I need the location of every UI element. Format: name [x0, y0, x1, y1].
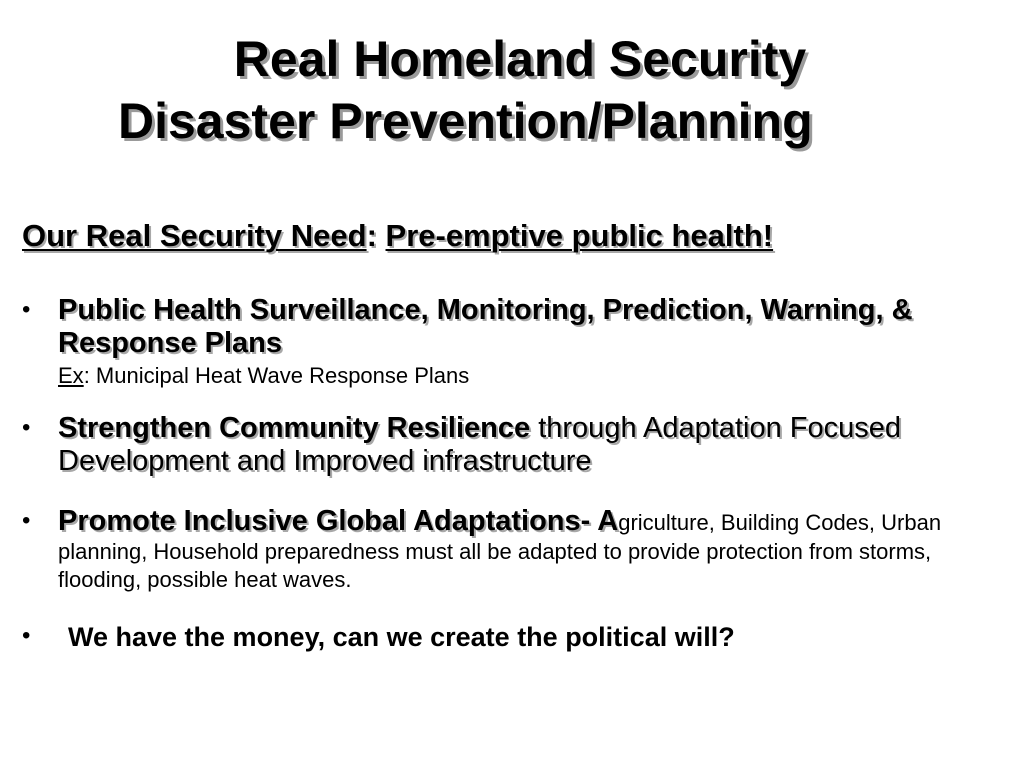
bullet-marker: •	[22, 414, 31, 441]
bullet-text: through Adaptation Focused Development and Improved infrastructure	[58, 412, 901, 477]
bullet-marker: •	[22, 507, 31, 534]
bullet-heading: Strengthen Community Resilience	[58, 412, 531, 444]
example-label: Ex	[58, 363, 84, 388]
title-line-1: Real Homeland Security	[233, 31, 807, 87]
bullet-body	[58, 505, 998, 594]
bullet-marker: •	[22, 622, 31, 649]
heading-part-2: Prediction, Warning, & Response Plans	[58, 294, 913, 359]
bullet-example	[58, 362, 998, 390]
bullet-body	[58, 412, 998, 478]
bullet-heading	[58, 294, 913, 359]
bullet-body: We have the money, can we create the political will?	[68, 622, 735, 652]
heading-separator: ,	[586, 294, 603, 326]
title-line-2: Disaster Prevention/Planning	[118, 93, 813, 149]
bullet-text: griculture, Building Codes, Urban planning, Household preparedness must all be adapted to provide protection from storms, flooding, possible heat waves.	[58, 510, 942, 592]
subtitle-separator: :	[366, 218, 386, 253]
need-value: Pre-emptive public health!	[385, 218, 774, 253]
subtitle	[22, 216, 773, 256]
slide-title	[0, 28, 1024, 152]
heading-part-1: Public Health Surveillance, Monitoring	[58, 294, 587, 326]
example-text: : Municipal Heat Wave Response Plans	[83, 363, 470, 388]
need-label: Our Real Security Need	[22, 218, 367, 253]
bullet-heading: Promote Inclusive Global Adaptations- A	[58, 505, 619, 537]
bullet-body	[58, 294, 998, 390]
bullet-marker: •	[22, 296, 31, 323]
